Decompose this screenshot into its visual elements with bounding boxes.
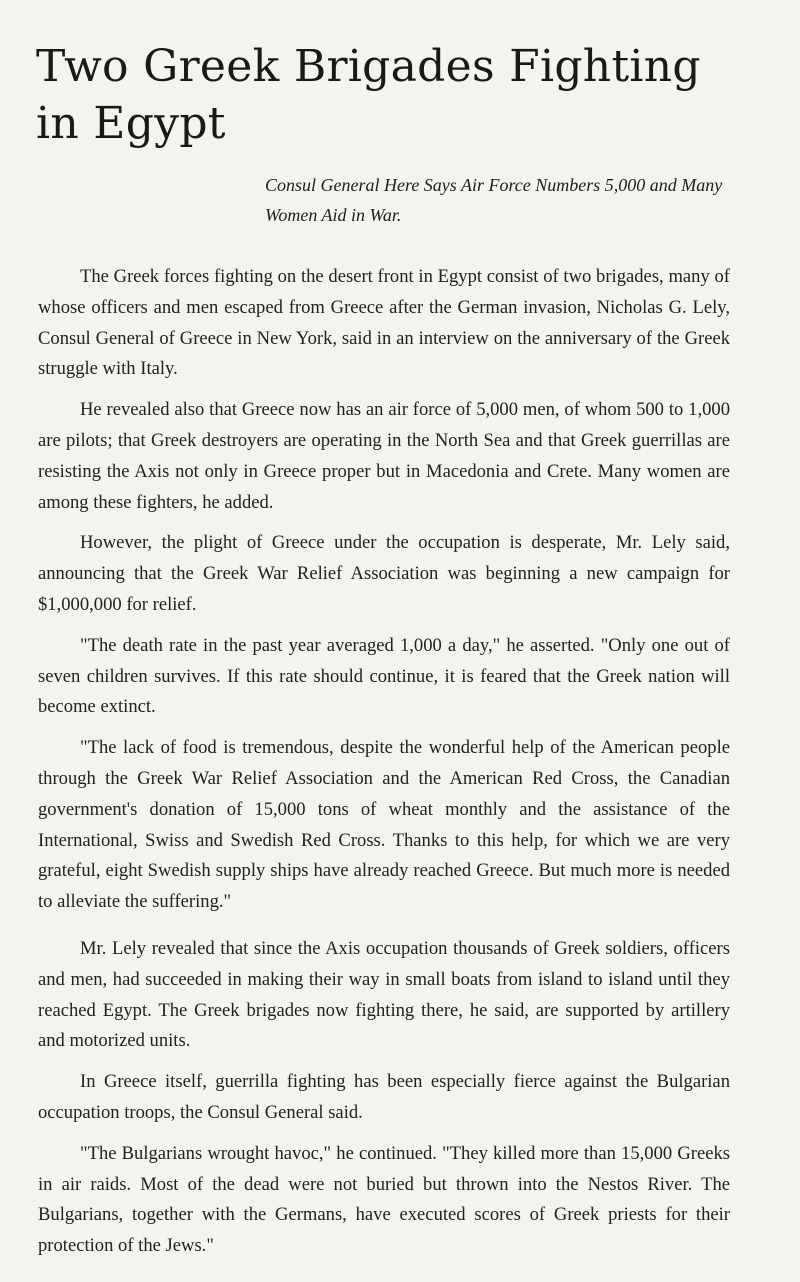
article-paragraph-4: "The death rate in the past year averaged 1,000 a day," he asserted. "Only one out of seven children survives. If this rate should continue, it is feared that the Greek nation will become extinct.: [38, 634, 730, 718]
article-headline: Two Greek Brigades Fighting in Egypt: [36, 41, 701, 149]
article-paragraph-7: In Greece itself, guerrilla fighting has been especially fierce against the Bulgarian occupation troops, the Consul General said.: [38, 1071, 730, 1123]
article-paragraph-2: He revealed also that Greece now has an air force of 5,000 men, of whom 500 to 1,000 are pilots; that Greek destroyers are operating in the North Sea and that Greek guerrillas are resisting the Axis not only in Greece proper but in Macedonia and Crete. Many women are among these fighters, he added.: [38, 399, 730, 513]
article-paragraph-8: "The Bulgarians wrought havoc," he continued. "They killed more than 15,000 Greeks in air raids. Most of the dead were not buried but thrown into the Nestos River. The Bulgarians, together with the Germans, have executed scores of Greek priests for their protection of the Jews.": [38, 1142, 730, 1257]
article-body: [38, 262, 730, 1272]
article-subheadline: Consul General Here Says Air Force Numbers 5,000 and Many Women Aid in War.: [265, 175, 723, 225]
article-paragraph-3: However, the plight of Greece under the occupation is desperate, Mr. Lely said, announcing that the Greek War Relief Association was beginning a new campaign for $1,000,000 for relief.: [38, 532, 730, 615]
article-paragraph-1: The Greek forces fighting on the desert front in Egypt consist of two brigades, many of whose officers and men escaped from Greece after the German invasion, Nicholas G. Lely, Consul General of Greece in New York, said in an interview on the anniversary of the Greek struggle with Italy.: [38, 266, 730, 380]
article-paragraph-6: Mr. Lely revealed that since the Axis occupation thousands of Greek soldiers, officers and men, had succeeded in making their way in small boats from island to island until they reached Egypt. The Greek brigades now fighting there, he said, are supported by artillery and motorized units.: [38, 937, 730, 1052]
article-paragraph-5: "The lack of food is tremendous, despite the wonderful help of the American people through the Greek War Relief Association and the American Red Cross, the Canadian government's donation of 15,000 tons of wheat monthly and the assistance of the International, Swiss and Swedish Red Cross. Thanks to this help, for which we are very grateful, eight Swedish supply ships have already reached Greece. But much more is needed to alleviate the suffering.": [38, 737, 730, 913]
